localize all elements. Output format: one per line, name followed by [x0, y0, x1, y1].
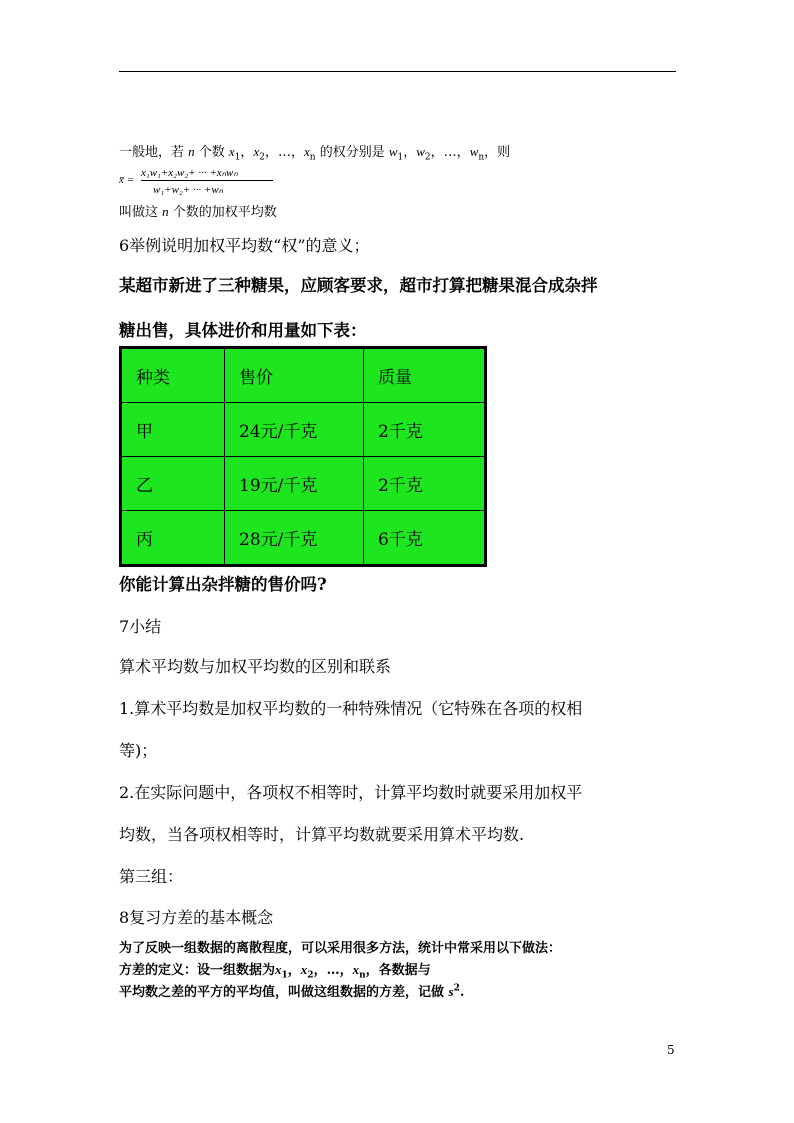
page-number: 5: [667, 1043, 675, 1057]
table-header-cell: 种类: [121, 348, 225, 403]
table-cell: 2千克: [364, 457, 486, 511]
weighted-mean-definition: 一般地，若 n 个数 $x_1$，$x_2$，…，$x_n$ 的权分别是 $w_1$，$w_2$，…，$w_n$，则: [119, 144, 511, 163]
table-cell: 2千克: [364, 403, 486, 457]
formula-numerator: x₁w₁+x₂w₂+ ··· +xₙwₙ: [141, 167, 238, 179]
table-header-cell: 质量: [364, 348, 486, 403]
variance-intro: 为了反映一组数据的离散程度，可以采用很多方法，统计中常采用以下做法：: [119, 941, 562, 956]
weighted-mean-formula: [119, 166, 279, 200]
section7-heading: 7小结: [119, 617, 162, 636]
table-cell: 24元/千克: [225, 403, 364, 457]
problem-line-2: 糖出售，具体进价和用量如下表：: [119, 321, 367, 340]
point2-line-2: 均数，当各项权相等时，计算平均数就要采用算术平均数.: [119, 825, 525, 844]
problem-line-1: 某超市新进了三种糖果，应顾客要求，超市打算把糖果混合成杂拌: [119, 276, 598, 295]
point2-line-1: 2.在实际问题中，各项权不相等时，计算平均数时就要采用加权平: [119, 783, 583, 802]
formula-denominator: w₁+w₂+ ··· +wₙ: [153, 184, 224, 196]
point1-line-1: 1.算术平均数是加权平均数的一种特殊情况（它特殊在各项的权相: [119, 699, 583, 718]
table-cell: 19元/千克: [225, 457, 364, 511]
section6-heading: 6举例说明加权平均数“权”的意义；: [119, 236, 370, 255]
table-cell: 丙: [121, 511, 225, 566]
table-header-row: [121, 348, 486, 403]
section8-heading: 8复习方差的基本概念: [119, 908, 274, 927]
table-row: [121, 511, 486, 566]
table-cell: 28元/千克: [225, 511, 364, 566]
fraction-bar: [141, 180, 273, 181]
question-text: 你能计算出杂拌糖的售价吗?: [119, 575, 327, 594]
variance-definition-line-1: 方差的定义：设一组数据为$x_1$，$x_2$，…，$x_n$，各数据与: [119, 962, 431, 981]
variance-definition-line-2: 平均数之差的平方的平均值，叫做这组数据的方差，记做 $s^2$.: [119, 983, 465, 1000]
table-cell: 甲: [121, 403, 225, 457]
section7-subheading: 算术平均数与加权平均数的区别和联系: [119, 657, 392, 676]
group3-label: 第三组：: [119, 867, 184, 886]
formula-lhs: x̄ =: [119, 174, 135, 186]
weighted-mean-summary: 叫做这 n 个数的加权平均数: [119, 204, 277, 220]
header-rule: [119, 71, 676, 72]
table-row: [121, 457, 486, 511]
table-cell: 6千克: [364, 511, 486, 566]
table-cell: 乙: [121, 457, 225, 511]
table-row: [121, 403, 486, 457]
table-header-cell: 售价: [225, 348, 364, 403]
candy-price-table: [119, 346, 487, 567]
point1-line-2: 等)；: [119, 741, 158, 760]
